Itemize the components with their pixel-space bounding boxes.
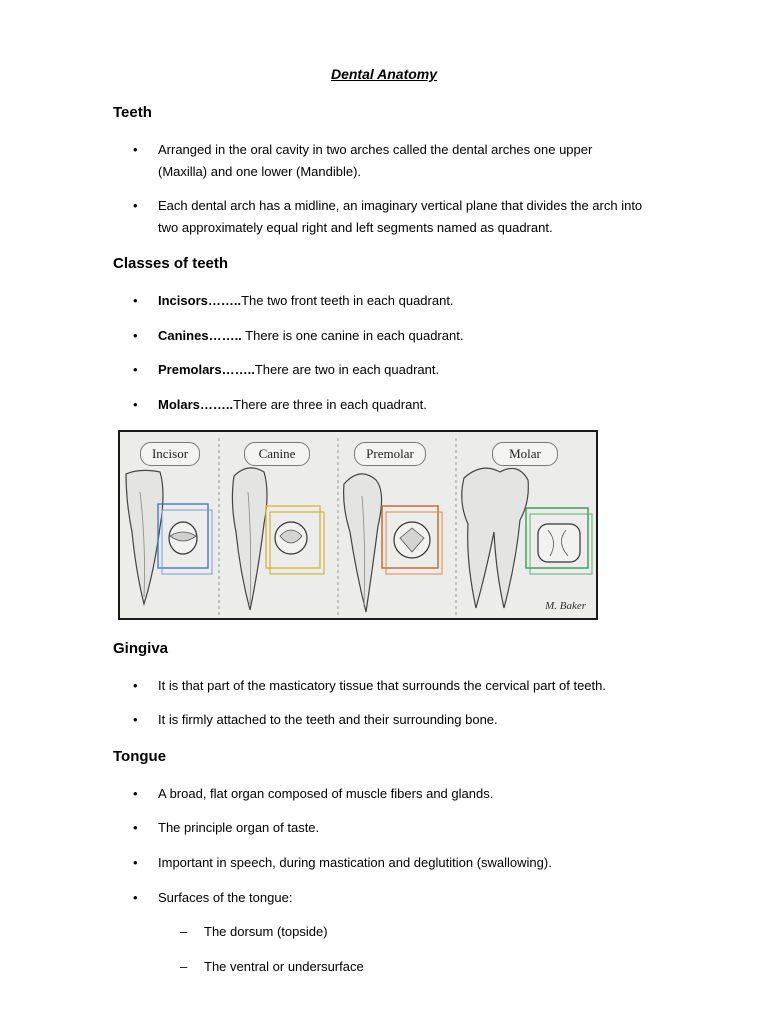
bullet-marker: • — [133, 328, 138, 343]
bullet-marker: • — [133, 855, 138, 870]
teeth-bullet-1 — [158, 139, 698, 183]
bullet-marker: • — [133, 712, 138, 727]
class-term: Molars…….. — [158, 397, 234, 412]
premolar-drawing — [344, 474, 442, 612]
artist-signature: M. Baker — [545, 600, 586, 612]
section-heading-teeth: Teeth — [113, 104, 152, 121]
canine-drawing — [232, 468, 324, 610]
tongue-bullet-4: Surfaces of the tongue: — [158, 890, 293, 905]
class-desc: There are two in each quadrant. — [254, 362, 440, 377]
molar-drawing — [462, 468, 592, 608]
class-desc: The two front teeth in each quadrant. — [241, 293, 454, 308]
class-term: Incisors…….. — [158, 293, 242, 308]
class-item-molars — [158, 394, 698, 416]
section-heading-gingiva: Gingiva — [113, 640, 169, 657]
tongue-bullet-3: Important in speech, during mastication and deglutition (swallowing). — [158, 855, 552, 870]
teeth-bullet-2 — [158, 195, 698, 239]
class-item-premolars — [158, 359, 698, 381]
class-item-canines — [158, 325, 698, 347]
label-incisor: Incisor — [140, 442, 200, 466]
section-heading-classes: Classes of teeth — [113, 255, 229, 272]
teeth-bullet-2-line-2: two approximately equal right and left segments named as quadrant. — [158, 220, 553, 235]
dash-marker: – — [180, 924, 188, 939]
class-item-incisors — [158, 290, 698, 312]
gingiva-bullet-1: It is that part of the masticatory tissue that surrounds the cervical part of teeth. — [158, 678, 606, 693]
section-heading-tongue: Tongue — [113, 748, 167, 765]
bullet-marker: • — [133, 786, 138, 801]
bullet-marker: • — [133, 820, 138, 835]
class-desc: There is one canine in each quadrant. — [241, 328, 464, 343]
teeth-bullet-1-line-2: (Maxilla) and one lower (Mandible). — [158, 164, 362, 179]
bullet-marker: • — [133, 397, 138, 412]
bullet-marker: • — [133, 890, 138, 905]
tongue-bullet-1: A broad, flat organ composed of muscle fibers and glands. — [158, 786, 494, 801]
label-molar: Molar — [492, 442, 558, 466]
bullet-marker: • — [133, 198, 138, 213]
bullet-marker: • — [133, 293, 138, 308]
class-term: Canines…….. — [158, 328, 242, 343]
tongue-sub-item-2: The ventral or undersurface — [204, 959, 364, 974]
class-desc: There are three in each quadrant. — [233, 397, 427, 412]
teeth-bullet-1-line-1: Arranged in the oral cavity in two arches called the dental arches one upper — [158, 142, 593, 157]
document-title: Dental Anatomy — [330, 66, 438, 82]
dash-marker: – — [180, 959, 188, 974]
gingiva-bullet-2: It is firmly attached to the teeth and their surrounding bone. — [158, 712, 498, 727]
teeth-bullet-2-line-1: Each dental arch has a midline, an imaginary vertical plane that divides the arch into — [158, 198, 643, 213]
bullet-marker: • — [133, 678, 138, 693]
class-term: Premolars…….. — [158, 362, 255, 377]
incisor-drawing — [126, 470, 212, 604]
bullet-marker: • — [133, 142, 138, 157]
tongue-sub-item-1: The dorsum (topside) — [204, 924, 328, 939]
tooth-classes-figure — [118, 430, 598, 620]
label-premolar: Premolar — [354, 442, 426, 466]
label-canine: Canine — [244, 442, 310, 466]
tongue-bullet-2: The principle organ of taste. — [158, 820, 320, 835]
bullet-marker: • — [133, 362, 138, 377]
